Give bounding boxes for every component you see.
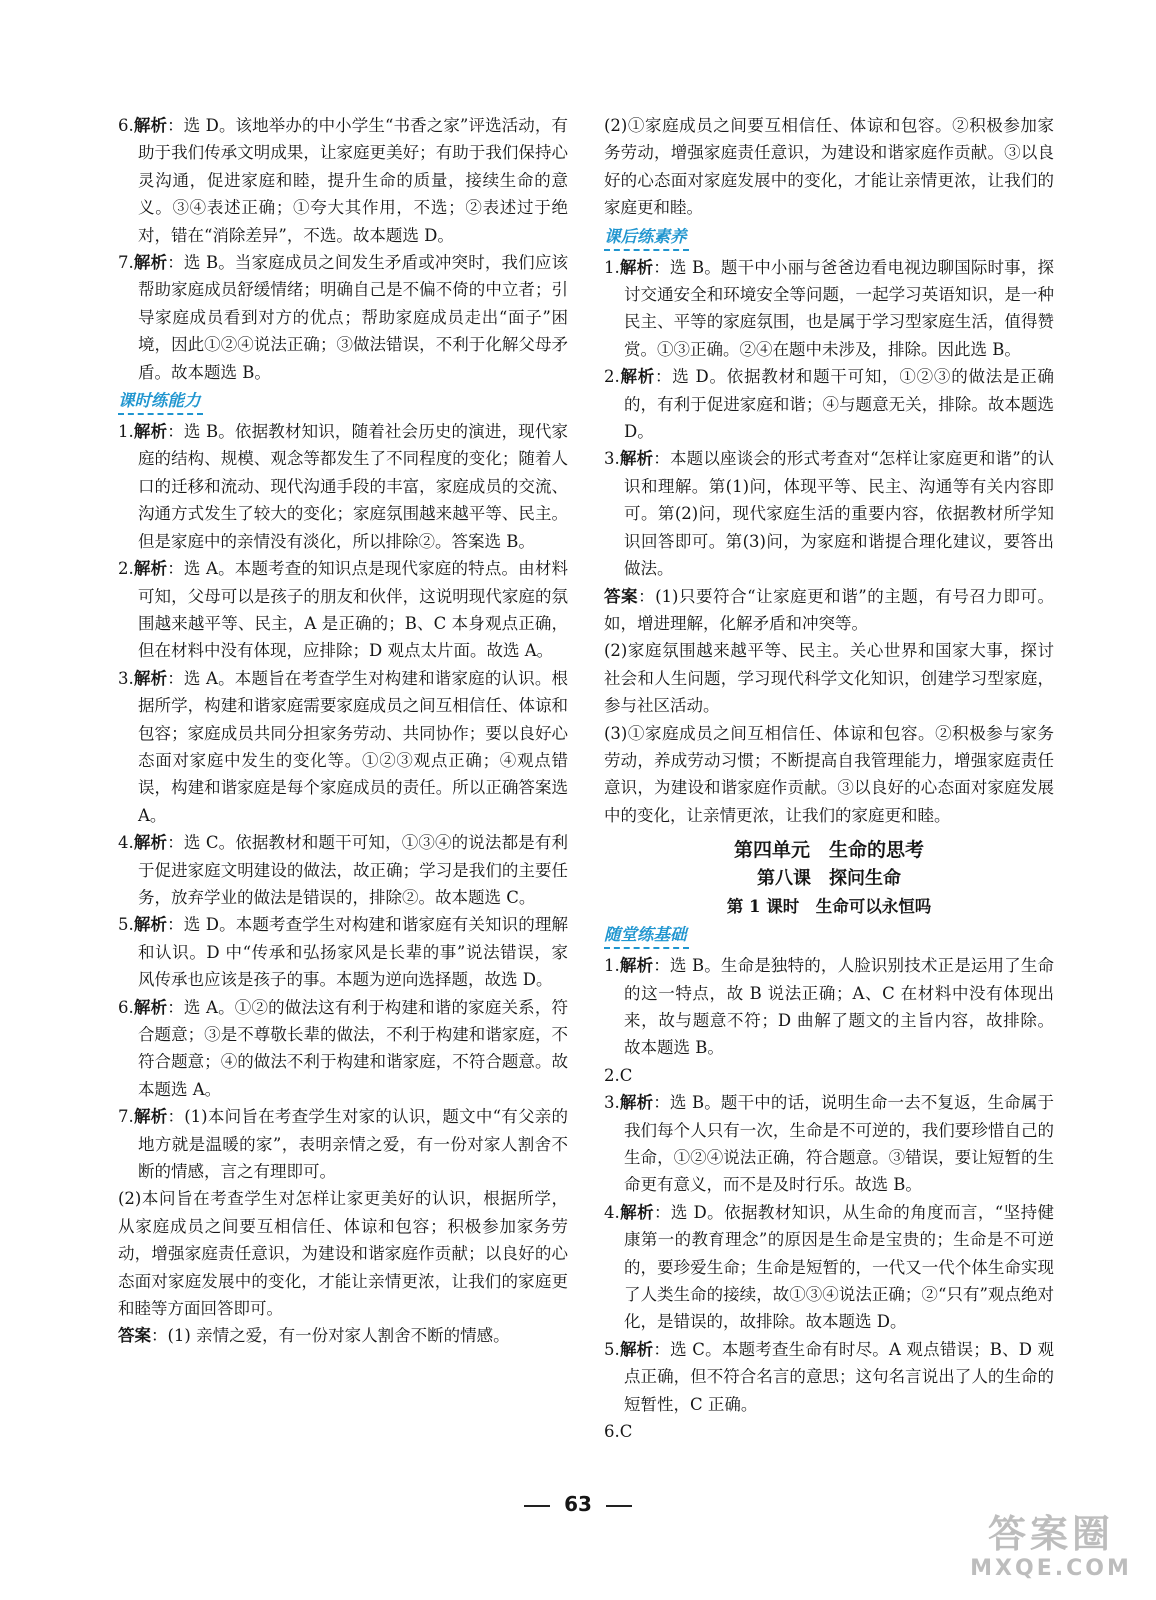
- period-title: 第 1 课时 生命可以永恒吗: [726, 897, 932, 917]
- analysis-tag: 解析: [133, 915, 168, 935]
- left-item-6: 6.解析：选 D。该地举办的中小学生“书香之家”评选活动，有助于我们传承文明成果，让家庭更美好；有助于我们保持心灵沟通，促进家庭和睦，提升生命的质量，接续生命的意义。③④表述正确；①夸大其作用，不选；②表述过于绝对，错在“消除差异”，不选。故本题选 D。: [118, 116, 568, 245]
- answer-label: 答案: [604, 586, 639, 606]
- dash-left: [524, 1505, 550, 1507]
- basics-item-4: 4.解析：选 D。依据教材知识，从生命的角度而言，“坚持健康第一的教育理念”的原因是生命是宝贵的；生命是不可逆的，要珍爱生命；生命是短暂的，一代又一代个体生命实现了人类生命的接续，故①③④说法正确；②“只有”观点绝对化，是错误的，故排除。故本题选 D。: [604, 1202, 1054, 1332]
- literacy-item-2: 2.解析：选 D。依据教材和题干可知，①②③的做法是正确的，有利于促进家庭和谐；④与题意无关，排除。故本题选 D。: [604, 367, 1054, 442]
- answer-part-2: (2)家庭氛围越来越平等、民主。关心世界和国家大事，探讨社会和人生问题，学习现代科学文化知识，创建学习型家庭，参与社区活动。: [604, 641, 1054, 716]
- unit-title: 第四单元 生命的思考: [733, 839, 924, 862]
- ability-item-2: 2.解析：选 A。本题考查的知识点是现代家庭的特点。由材料可知，父母可以是孩子的朋友和伙伴，这说明现代家庭的氛围越来越平等、民主，A 是正确的；B、C 本身观点正确，但在材料中没有体现，应排除；D 观点太片面。故选 A。: [118, 559, 568, 661]
- analysis-tag: 解析: [133, 1107, 168, 1127]
- analysis-tag: 解析: [619, 1202, 655, 1222]
- ability-item-1: 1.解析：选 B。依据教材知识，随着社会历史的演进，现代家庭的结构、规模、观念等都发生了不同程度的变化；随着人口的迁移和流动、现代沟通手段的丰富，家庭成员的交流、沟通方式发生了较大的变化；家庭氛围越来越平等、民主。但是家庭中的亲情没有淡化，所以排除②。答案选 B。: [118, 422, 569, 551]
- watermark-logo: [958, 1512, 1144, 1590]
- ability-item-7: 7.解析：(1)本问旨在考查学生对家的认识，题文中“有父亲的地方就是温暖的家”，表明亲情之爱，有一份对家人割舍不断的情感，言之有理即可。: [118, 1107, 569, 1182]
- analysis-tag: 解析: [133, 833, 168, 853]
- lesson-title: 第八课 探问生命: [757, 868, 901, 890]
- ability-item-3: 3.解析：选 A。本题旨在考查学生对构建和谐家庭的认识。根据所学，构建和谐家庭需要家庭成员之间互相信任、体谅和包容；家庭成员共同分担家务劳动、共同协作；要以良好心态面对家庭中发生的变化等。①②③观点正确；④观点错误，构建和谐家庭是每个家庭成员的责任。所以正确答案选 A。: [118, 668, 568, 825]
- basics-item-5: 5.解析：选 C。本题考查生命有时尽。A 观点错误；B、D 观点正确，但不符合名言的意思；这句名言说出了人的生命的短暂性，C 正确。: [604, 1339, 1054, 1414]
- analysis-tag: 解析: [133, 559, 168, 579]
- right-column: [604, 112, 1054, 1445]
- watermark-top: 答案圈: [987, 1512, 1114, 1556]
- analysis-tag: 解析: [619, 956, 654, 976]
- analysis-tag: 解析: [133, 253, 168, 273]
- section-heading-basics: 随堂练基础: [604, 922, 689, 949]
- literacy-item-3: 3.解析：本题以座谈会的形式考查对“怎样让家庭更和谐”的认识和理解。第(1)问，体现平等、民主、沟通等有关内容即可。第(2)问，现代家庭生活的重要内容，依据教材所学知识回答即可。第(3)问，为家庭和谐提合理化建议，要答出做法。: [604, 449, 1055, 579]
- ability-item-5: 5.解析：选 D。本题考查学生对构建和谐家庭有关知识的理解和认识。D 中“传承和弘扬家风是长辈的事”说法错误，家风传承也应该是孩子的事。本题为逆向选择题，故选 D。: [118, 915, 569, 990]
- page-number: 63: [0, 1492, 1156, 1516]
- analysis-tag: 解析: [619, 1093, 654, 1113]
- basics-item-2: 2.C: [604, 1065, 633, 1085]
- dash-right: [606, 1505, 632, 1507]
- answer-paragraph: 答案：(1) 亲情之爱，有一份对家人割舍不断的情感。: [118, 1326, 510, 1346]
- left-item-7: 7.解析：选 B。当家庭成员之间发生矛盾或冲突时，我们应该帮助家庭成员舒缓情绪；明确自己是不偏不倚的中立者；引导家庭成员看到对方的优点；帮助家庭成员走出“面子”困境，因此①②④说法正确；③做法错误，不利于化解父母矛盾。故本题选 B。: [118, 253, 569, 382]
- answer-label: 答案: [118, 1326, 151, 1346]
- section-heading-literacy: 课后练素养: [604, 224, 689, 251]
- ability-item-6: 6.解析：选 A。①②的做法这有利于构建和谐的家庭关系，符合题意；③是不尊敬长辈的做法，不利于构建和谐家庭，不符合题意；④的做法不利于构建和谐家庭，不符合题意。故本题选 A。: [118, 997, 568, 1099]
- analysis-tag: 解析: [133, 997, 168, 1017]
- literacy-item-1: 1.解析：选 B。题干中小丽与爸爸边看电视边聊国际时事，探讨交通安全和环境安全等问题，一起学习英语知识，是一种民主、平等的家庭氛围，也是属于学习型家庭生活，值得赞赏。①③正确。②④在题中未涉及，排除。因此选 B。: [604, 257, 1055, 359]
- answer-part-3: (3)①家庭成员之间互相信任、体谅和包容。②积极参与家务劳动，养成劳动习惯；不断提高自我管理能力，增强家庭责任意识，为建设和谐家庭作贡献。③以良好的心态面对家庭发展中的变化，让亲情更浓，让我们的家庭更和睦。: [604, 723, 1054, 825]
- basics-item-6: 6.C: [604, 1422, 633, 1442]
- analysis-tag: 解析: [133, 668, 168, 688]
- section-heading-ability: 课时练能力: [118, 388, 203, 415]
- basics-item-1: 1.解析：选 B。生命是独特的，人脸识别技术正是运用了生命的这一特点，故 B 说法正确；A、C 在材料中没有体现出来，故与题意不符；D 曲解了题文的主旨内容，故排除。故本题选 B。: [604, 956, 1055, 1058]
- analysis-tag: 解析: [133, 422, 168, 442]
- analysis-tag: 解析: [619, 367, 656, 387]
- analysis-tag: 解析: [619, 257, 654, 277]
- watermark-bottom: MXQE.COM: [970, 1556, 1132, 1581]
- analysis-tag: 解析: [133, 116, 168, 135]
- ability-item-7-part-2: (2)本问旨在考查学生对怎样让家更美好的认识，根据所学，从家庭成员之间要互相信任、体谅和包容；积极参加家务劳动，增强家庭责任意识，为建设和谐家庭作贡献；以良好的心态面对家庭发展中的变化，才能让亲情更浓，让我们的家庭更和睦等方面回答即可。: [118, 1189, 568, 1319]
- answer-paragraph: 答案：(1)只要符合“让家庭更和谐”的主题，有号召力即可。如，增进理解，化解矛盾和冲突等。: [604, 586, 1054, 633]
- ability-item-4: 4.解析：选 C。依据教材和题干可知，①③④的说法都是有利于促进家庭文明建设的做法，故正确；学习是我们的主要任务，放弃学业的做法是错误的，排除②。故本题选 C。: [118, 833, 569, 907]
- analysis-tag: 解析: [619, 449, 654, 469]
- analysis-tag: 解析: [619, 1339, 654, 1359]
- left-column: [118, 112, 568, 1350]
- basics-item-3: 3.解析：选 B。题干中的话，说明生命一去不复返，生命属于我们每个人只有一次，生命是不可逆的，我们要珍惜自己的生命，①②④说法正确，符合题意。③错误，要让短暂的生命更有意义，而不是及时行乐。故选 B。: [604, 1093, 1055, 1195]
- continued-answer: (2)①家庭成员之间要互相信任、体谅和包容。②积极参加家务劳动，增强家庭责任意识，为建设和谐家庭作贡献。③以良好的心态面对家庭发展中的变化，才能让亲情更浓，让我们的家庭更和睦。: [604, 116, 1054, 218]
